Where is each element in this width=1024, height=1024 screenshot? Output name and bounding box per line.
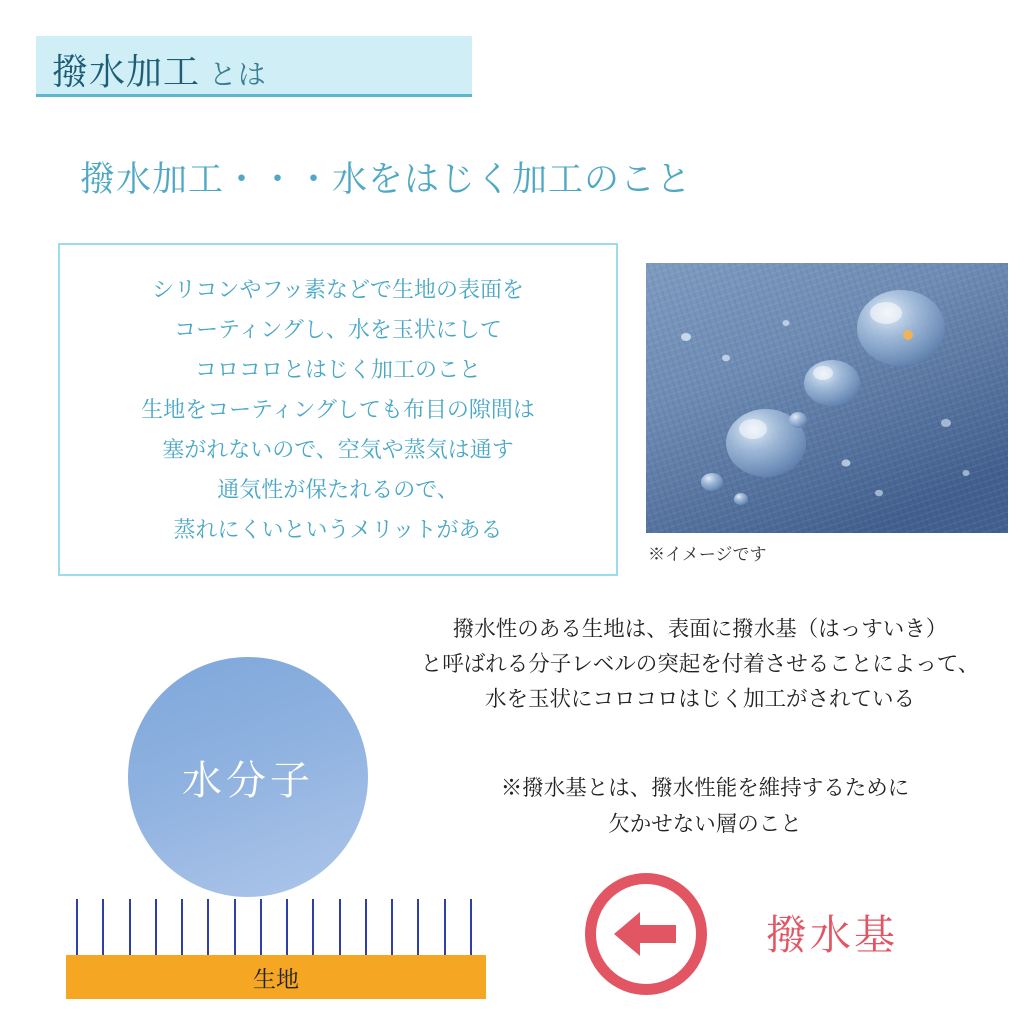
- bristle: [365, 899, 367, 955]
- water-molecule-circle: [128, 657, 368, 897]
- paragraph-line: 水を玉状にコロコロはじく加工がされている: [484, 687, 915, 711]
- page-title-suffix: とは: [200, 59, 267, 90]
- arrow-left-glyph: [610, 906, 682, 962]
- repellent-group-label: 撥水基: [766, 912, 898, 958]
- bristle: [102, 899, 104, 955]
- bristle: [234, 899, 236, 955]
- repellent-bristles-diagram: [66, 899, 486, 955]
- paragraph-line: 撥水性のある生地は、表面に撥水基（はっすいき）: [452, 617, 948, 641]
- bristle: [129, 899, 131, 955]
- bristle: [339, 899, 341, 955]
- description-line: 通気性が保たれるので、: [217, 476, 459, 502]
- page-title: [52, 44, 267, 95]
- bristle: [444, 899, 446, 955]
- description-line: 蒸れにくいというメリットがある: [173, 516, 503, 542]
- bristle: [181, 899, 183, 955]
- description-box: [58, 243, 618, 576]
- bristle: [470, 899, 472, 955]
- bristle: [391, 899, 393, 955]
- description-line: 生地をコーティングしても布目の隙間は: [141, 396, 535, 422]
- explanation-paragraph-1: [380, 612, 1020, 717]
- description-line: 塞がれないので、空気や蒸気は通す: [162, 436, 514, 462]
- bristle: [417, 899, 419, 955]
- description-line: シリコンやフッ素などで生地の表面を: [151, 276, 525, 302]
- bristle: [260, 899, 262, 955]
- explanation-paragraph-2: [395, 770, 1015, 842]
- bristle: [312, 899, 314, 955]
- water-molecule-label: 水分子: [182, 758, 314, 803]
- fabric-label: 生地: [253, 965, 299, 992]
- fabric-bar: [66, 955, 486, 999]
- description-line: コロコロとはじく加工のこと: [194, 356, 481, 382]
- bristle: [207, 899, 209, 955]
- photo-caption: ※イメージです: [648, 545, 767, 564]
- bristle: [286, 899, 288, 955]
- paragraph-line: 欠かせない層のこと: [608, 812, 802, 836]
- paragraph-line: ※撥水基とは、撥水性能を維持するために: [500, 776, 910, 800]
- description-line: コーティングし、水を玉状にして: [174, 316, 502, 342]
- left-arrow-icon: [585, 873, 707, 995]
- bristle: [76, 899, 78, 955]
- bristle: [155, 899, 157, 955]
- lead-line: 撥水加工・・・水をはじく加工のこと: [80, 160, 693, 199]
- paragraph-line: と呼ばれる分子レベルの突起を付着させることによって、: [420, 652, 980, 676]
- page-title-main: 撥水加工: [52, 51, 201, 92]
- water-droplets-on-fabric-photo: [646, 263, 1008, 533]
